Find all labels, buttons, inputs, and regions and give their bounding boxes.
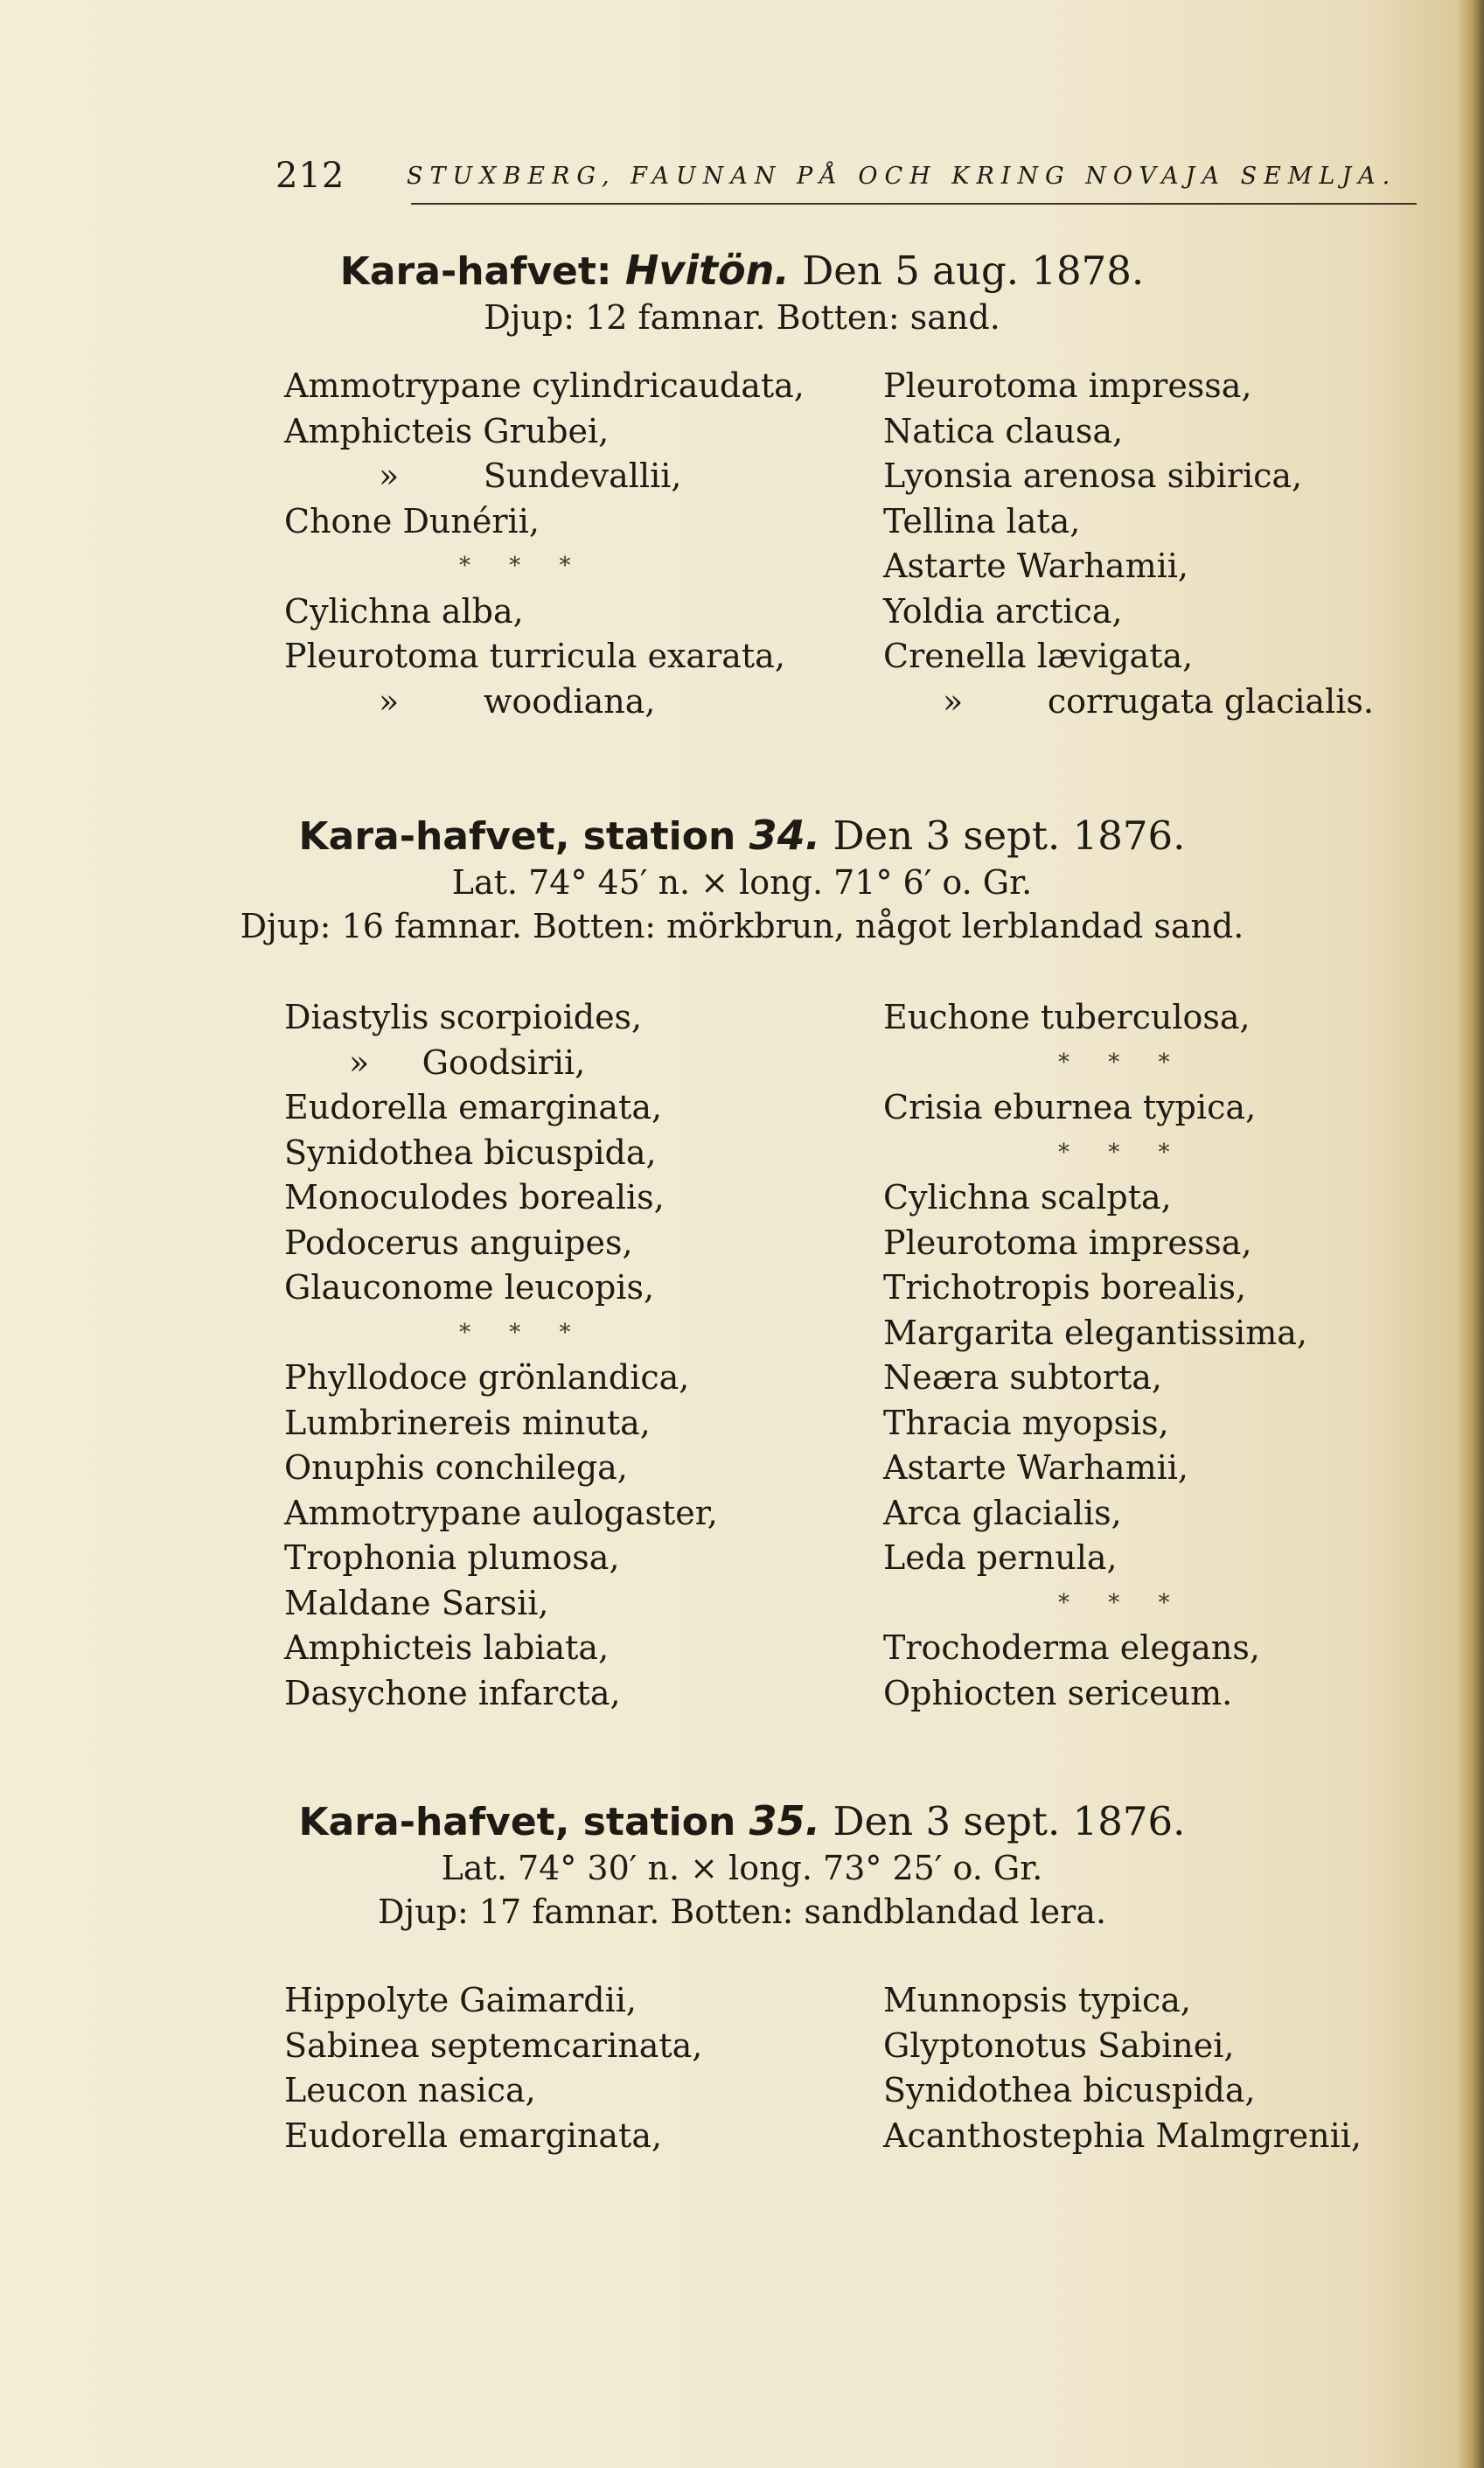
species-item: Eudorella emarginata, bbox=[284, 2116, 663, 2155]
species-item: Neæra subtorta, bbox=[883, 1358, 1162, 1397]
species-column-left bbox=[284, 364, 805, 724]
species-item: » woodiana, bbox=[379, 681, 656, 721]
species-item: Natica clausa, bbox=[883, 411, 1124, 450]
section-title bbox=[0, 1797, 1484, 1846]
section-station-number: 35. bbox=[749, 1797, 821, 1844]
species-item: Eudorella emarginata, bbox=[284, 1088, 663, 1126]
section-station-label: Kara-hafvet, station bbox=[298, 1800, 749, 1844]
species-item: Pleurotoma turricula exarata, bbox=[284, 637, 785, 675]
species-item: Euchone tuberculosa, bbox=[883, 998, 1251, 1036]
asterism-separator: * * * bbox=[1058, 1589, 1186, 1616]
asterism-separator: * * * bbox=[1058, 1049, 1186, 1076]
species-item: Ophiocten sericeum. bbox=[883, 1673, 1233, 1712]
species-item: Sabinea septemcarinata, bbox=[284, 2025, 703, 2065]
section-title bbox=[0, 812, 1484, 861]
species-item: Crenella lævigata, bbox=[883, 637, 1194, 675]
section-location: Hvitön. bbox=[624, 247, 790, 294]
species-item: Onuphis conchilega, bbox=[284, 1448, 628, 1487]
species-item: Trophonia plumosa, bbox=[284, 1538, 620, 1577]
species-item: Munnopsis typica, bbox=[883, 1981, 1192, 2019]
species-item: Glauconome leucopis, bbox=[284, 1268, 655, 1307]
species-item: Podocerus anguipes, bbox=[284, 1223, 633, 1262]
species-item: Monoculodes borealis, bbox=[284, 1178, 665, 1217]
species-column-left bbox=[284, 1978, 702, 2158]
page-number: 212 bbox=[275, 156, 345, 196]
species-item: Amphicteis Grubei, bbox=[284, 411, 610, 450]
species-item: Arca glacialis, bbox=[883, 1493, 1122, 1532]
section-station-label: Kara-hafvet: bbox=[339, 249, 625, 294]
species-item: Lumbrinereis minuta, bbox=[284, 1403, 651, 1442]
section-title bbox=[0, 247, 1484, 296]
species-item: Phyllodoce grönlandica, bbox=[284, 1358, 690, 1397]
header-rule bbox=[411, 203, 1417, 205]
species-item: Yoldia arctica, bbox=[883, 591, 1123, 631]
section-depth-bottom: Djup: 16 famnar. Botten: mörkbrun, något lerblandad sand. bbox=[240, 907, 1244, 945]
species-item: Ammotrypane cylindricaudata, bbox=[284, 366, 805, 405]
species-item: » Sundevallii, bbox=[379, 457, 682, 495]
species-item: Trochoderma elegans, bbox=[883, 1628, 1260, 1667]
section-date: Den 5 aug. 1878. bbox=[789, 247, 1145, 294]
section-coordinates: Lat. 74° 30′ n. × long. 73° 25′ o. Gr. bbox=[441, 1849, 1043, 1887]
species-item: Leucon nasica, bbox=[284, 2071, 536, 2109]
asterism-separator: * * * bbox=[459, 1319, 587, 1346]
section-date: Den 3 sept. 1876. bbox=[820, 812, 1186, 859]
species-item: » corrugata glacialis. bbox=[943, 681, 1374, 721]
species-item: Glyptonotus Sabinei, bbox=[883, 2025, 1235, 2065]
section-station-label: Kara-hafvet, station bbox=[298, 814, 749, 859]
species-item: Astarte Warhamii, bbox=[883, 547, 1188, 585]
running-header bbox=[275, 156, 1412, 199]
species-item: Dasychone infarcta, bbox=[284, 1673, 621, 1712]
species-item: » Goodsirii, bbox=[349, 1042, 586, 1082]
species-item: Lyonsia arenosa sibirica, bbox=[883, 457, 1303, 495]
species-item: Synidothea bicuspida, bbox=[284, 1133, 657, 1172]
species-item: Cylichna alba, bbox=[284, 591, 524, 631]
species-item: Pleurotoma impressa, bbox=[883, 1223, 1252, 1262]
species-item: Hippolyte Gaimardii, bbox=[284, 1981, 637, 2019]
species-item: Cylichna scalpta, bbox=[883, 1178, 1172, 1217]
species-item: Synidothea bicuspida, bbox=[883, 2071, 1256, 2109]
running-title: STUXBERG, FAUNAN PÅ OCH KRING NOVAJA SEMLJA. bbox=[407, 163, 1397, 190]
species-column-right bbox=[883, 364, 1374, 724]
species-item: Margarita elegantissima, bbox=[883, 1313, 1307, 1352]
species-item: Ammotrypane aulogaster, bbox=[284, 1493, 718, 1532]
species-item: Maldane Sarsii, bbox=[284, 1583, 549, 1622]
species-item: Chone Dunérii, bbox=[284, 501, 540, 540]
section-heading-station-35 bbox=[0, 1797, 1484, 1934]
species-column-left bbox=[284, 995, 718, 1716]
species-item: Acanthostephia Malmgrenii, bbox=[883, 2116, 1362, 2155]
species-item: Leda pernula, bbox=[883, 1538, 1118, 1577]
section-date: Den 3 sept. 1876. bbox=[820, 1798, 1186, 1844]
section-depth-bottom: Djup: 12 famnar. Botten: sand. bbox=[484, 298, 1000, 337]
species-item: Crisia eburnea typica, bbox=[883, 1088, 1257, 1126]
species-item: Thracia myopsis, bbox=[883, 1403, 1169, 1442]
species-item: Pleurotoma impressa, bbox=[883, 366, 1252, 405]
section-coordinates: Lat. 74° 45′ n. × long. 71° 6′ o. Gr. bbox=[451, 863, 1033, 902]
species-column-right bbox=[883, 1978, 1362, 2158]
asterism-separator: * * * bbox=[459, 553, 587, 579]
species-item: Diastylis scorpioides, bbox=[284, 998, 643, 1036]
section-station-number: 34. bbox=[749, 812, 821, 859]
species-item: Tellina lata, bbox=[883, 501, 1081, 540]
page-edge-shadow bbox=[1458, 0, 1484, 2468]
section-heading-hvitön bbox=[0, 247, 1484, 339]
section-heading-station-34 bbox=[0, 812, 1484, 948]
species-item: Trichotropis borealis, bbox=[883, 1268, 1247, 1307]
section-depth-bottom: Djup: 17 famnar. Botten: sandblandad lera. bbox=[377, 1893, 1107, 1931]
species-column-right bbox=[883, 995, 1307, 1716]
species-item: Astarte Warhamii, bbox=[883, 1448, 1188, 1487]
species-item: Amphicteis labiata, bbox=[284, 1628, 610, 1667]
asterism-separator: * * * bbox=[1058, 1139, 1186, 1166]
